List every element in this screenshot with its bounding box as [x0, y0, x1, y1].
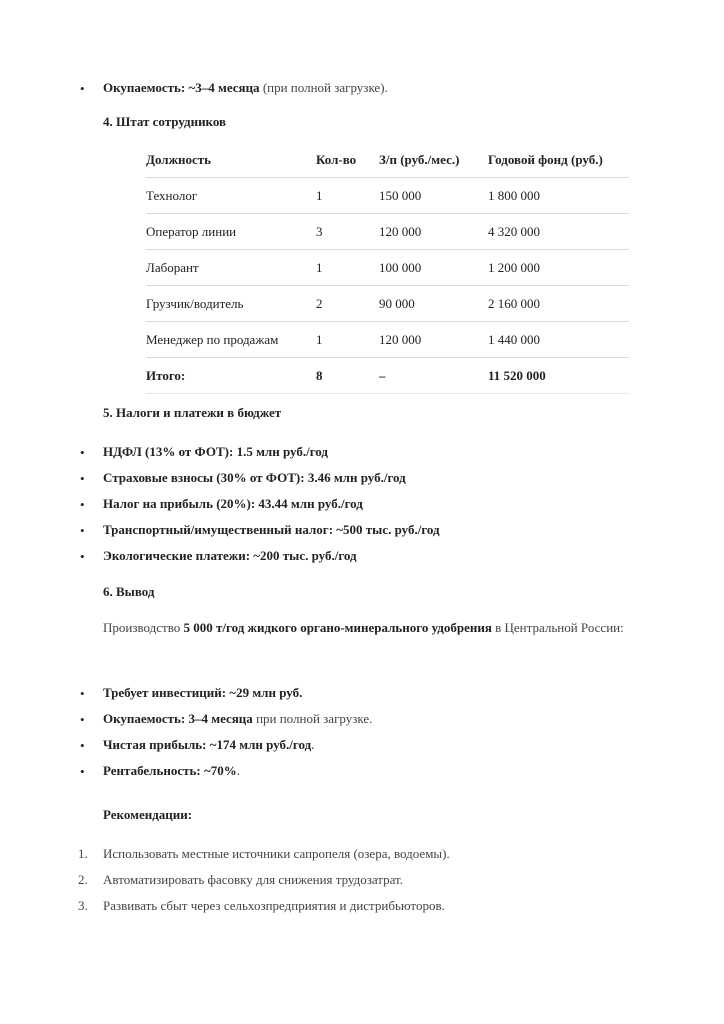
cell-count: 1 — [316, 188, 323, 203]
cell-position: Технолог — [146, 188, 198, 203]
cell-salary: 90 000 — [379, 296, 415, 311]
cell-annual-fund: 4 320 000 — [488, 224, 540, 239]
cell-salary: 120 000 — [379, 332, 422, 347]
cell-salary: 150 000 — [379, 188, 422, 203]
header-annual-fund: Годовой фонд (руб.) — [488, 152, 603, 167]
recommendation-item: Использовать местные источники сапропеля (озера, водоемы). — [103, 846, 450, 861]
bullet-dot-icon: • — [80, 497, 85, 512]
total-count: 8 — [316, 368, 323, 383]
bullet-dot-icon: • — [80, 712, 85, 727]
bullet-dot-icon: • — [80, 549, 85, 564]
tax-item: Страховые взносы (30% от ФОТ): 3.46 млн руб./год — [103, 470, 406, 485]
payback-top-label: Окупаемость: ~3–4 месяца — [103, 80, 260, 95]
total-annual-fund: 11 520 000 — [488, 368, 546, 383]
conclusion-item-rest: . — [311, 737, 315, 752]
bullet-dot-icon: • — [80, 764, 85, 779]
section-5-title: 5. Налоги и платежи в бюджет — [103, 405, 282, 420]
payback-top-item — [103, 80, 388, 96]
bullet-dot-icon: • — [80, 686, 85, 701]
bullet-dot-icon: • — [80, 471, 85, 486]
bullet-dot-icon: • — [80, 738, 85, 753]
header-count: Кол-во — [316, 152, 357, 167]
cell-position: Менеджер по продажам — [146, 332, 279, 347]
cell-count: 3 — [316, 224, 323, 239]
recommendation-item: Автоматизировать фасовку для снижения трудозатрат. — [103, 872, 404, 887]
conclusion-item-rest: . — [236, 763, 240, 778]
list-number: 2. — [78, 872, 88, 887]
header-salary: З/п (руб./мес.) — [379, 152, 460, 167]
list-number: 3. — [78, 898, 88, 913]
section-6-title: 6. Вывод — [103, 584, 155, 599]
recommendations-title: Рекомендации: — [103, 807, 193, 822]
cell-annual-fund: 1 800 000 — [488, 188, 540, 203]
total-salary: – — [379, 368, 386, 383]
table-row — [146, 250, 629, 286]
conclusion-bold: 5 000 т/год жидкого органо-минерального удобрения — [183, 620, 492, 635]
conclusion-item-bold: Чистая прибыль: ~174 млн руб./год — [103, 737, 312, 752]
staff-table — [146, 142, 629, 394]
conclusion-item-bold: Окупаемость: 3–4 месяца — [103, 711, 253, 726]
table-total-row — [146, 358, 629, 394]
conclusion-paragraph — [103, 615, 663, 640]
total-label: Итого: — [146, 368, 186, 383]
cell-annual-fund: 1 440 000 — [488, 332, 540, 347]
conclusion-prefix: Производство — [103, 620, 184, 635]
conclusion-item — [103, 685, 302, 701]
cell-salary: 100 000 — [379, 260, 422, 275]
table-row — [146, 286, 629, 322]
header-position: Должность — [146, 152, 212, 167]
cell-position: Оператор линии — [146, 224, 237, 239]
recommendation-item: Развивать сбыт через сельхозпредприятия и дистрибьюторов. — [103, 898, 445, 913]
payback-top-note: (при полной загрузке). — [262, 80, 388, 95]
tax-item: Налог на прибыль (20%): 43.44 млн руб./год — [103, 496, 363, 511]
bullet-dot-icon: • — [80, 445, 85, 460]
bullet-dot-icon: • — [80, 81, 85, 96]
table-header-row — [146, 142, 629, 178]
bullet-dot-icon: • — [80, 523, 85, 538]
cell-salary: 120 000 — [379, 224, 422, 239]
cell-position: Грузчик/водитель — [146, 296, 244, 311]
cell-count: 1 — [316, 332, 323, 347]
list-number: 1. — [78, 846, 88, 861]
conclusion-item-rest: при полной загрузке. — [252, 711, 373, 726]
conclusion-suffix: в Центральной России: — [491, 620, 624, 635]
conclusion-item — [103, 763, 240, 779]
conclusion-item — [103, 737, 314, 753]
cell-annual-fund: 2 160 000 — [488, 296, 540, 311]
table-row — [146, 214, 629, 250]
cell-position: Лаборант — [146, 260, 199, 275]
cell-annual-fund: 1 200 000 — [488, 260, 540, 275]
conclusion-item-bold: Рентабельность: ~70% — [103, 763, 237, 778]
tax-item: Транспортный/имущественный налог: ~500 тыс. руб./год — [103, 522, 440, 537]
cell-count: 2 — [316, 296, 323, 311]
cell-count: 1 — [316, 260, 323, 275]
tax-item: Экологические платежи: ~200 тыс. руб./год — [103, 548, 357, 563]
table-row — [146, 178, 629, 214]
table-row — [146, 322, 629, 358]
tax-item: НДФЛ (13% от ФОТ): 1.5 млн руб./год — [103, 444, 328, 459]
conclusion-item-bold: Требует инвестиций: ~29 млн руб. — [103, 685, 303, 700]
conclusion-item — [103, 711, 372, 727]
section-4-title: 4. Штат сотрудников — [103, 114, 227, 129]
